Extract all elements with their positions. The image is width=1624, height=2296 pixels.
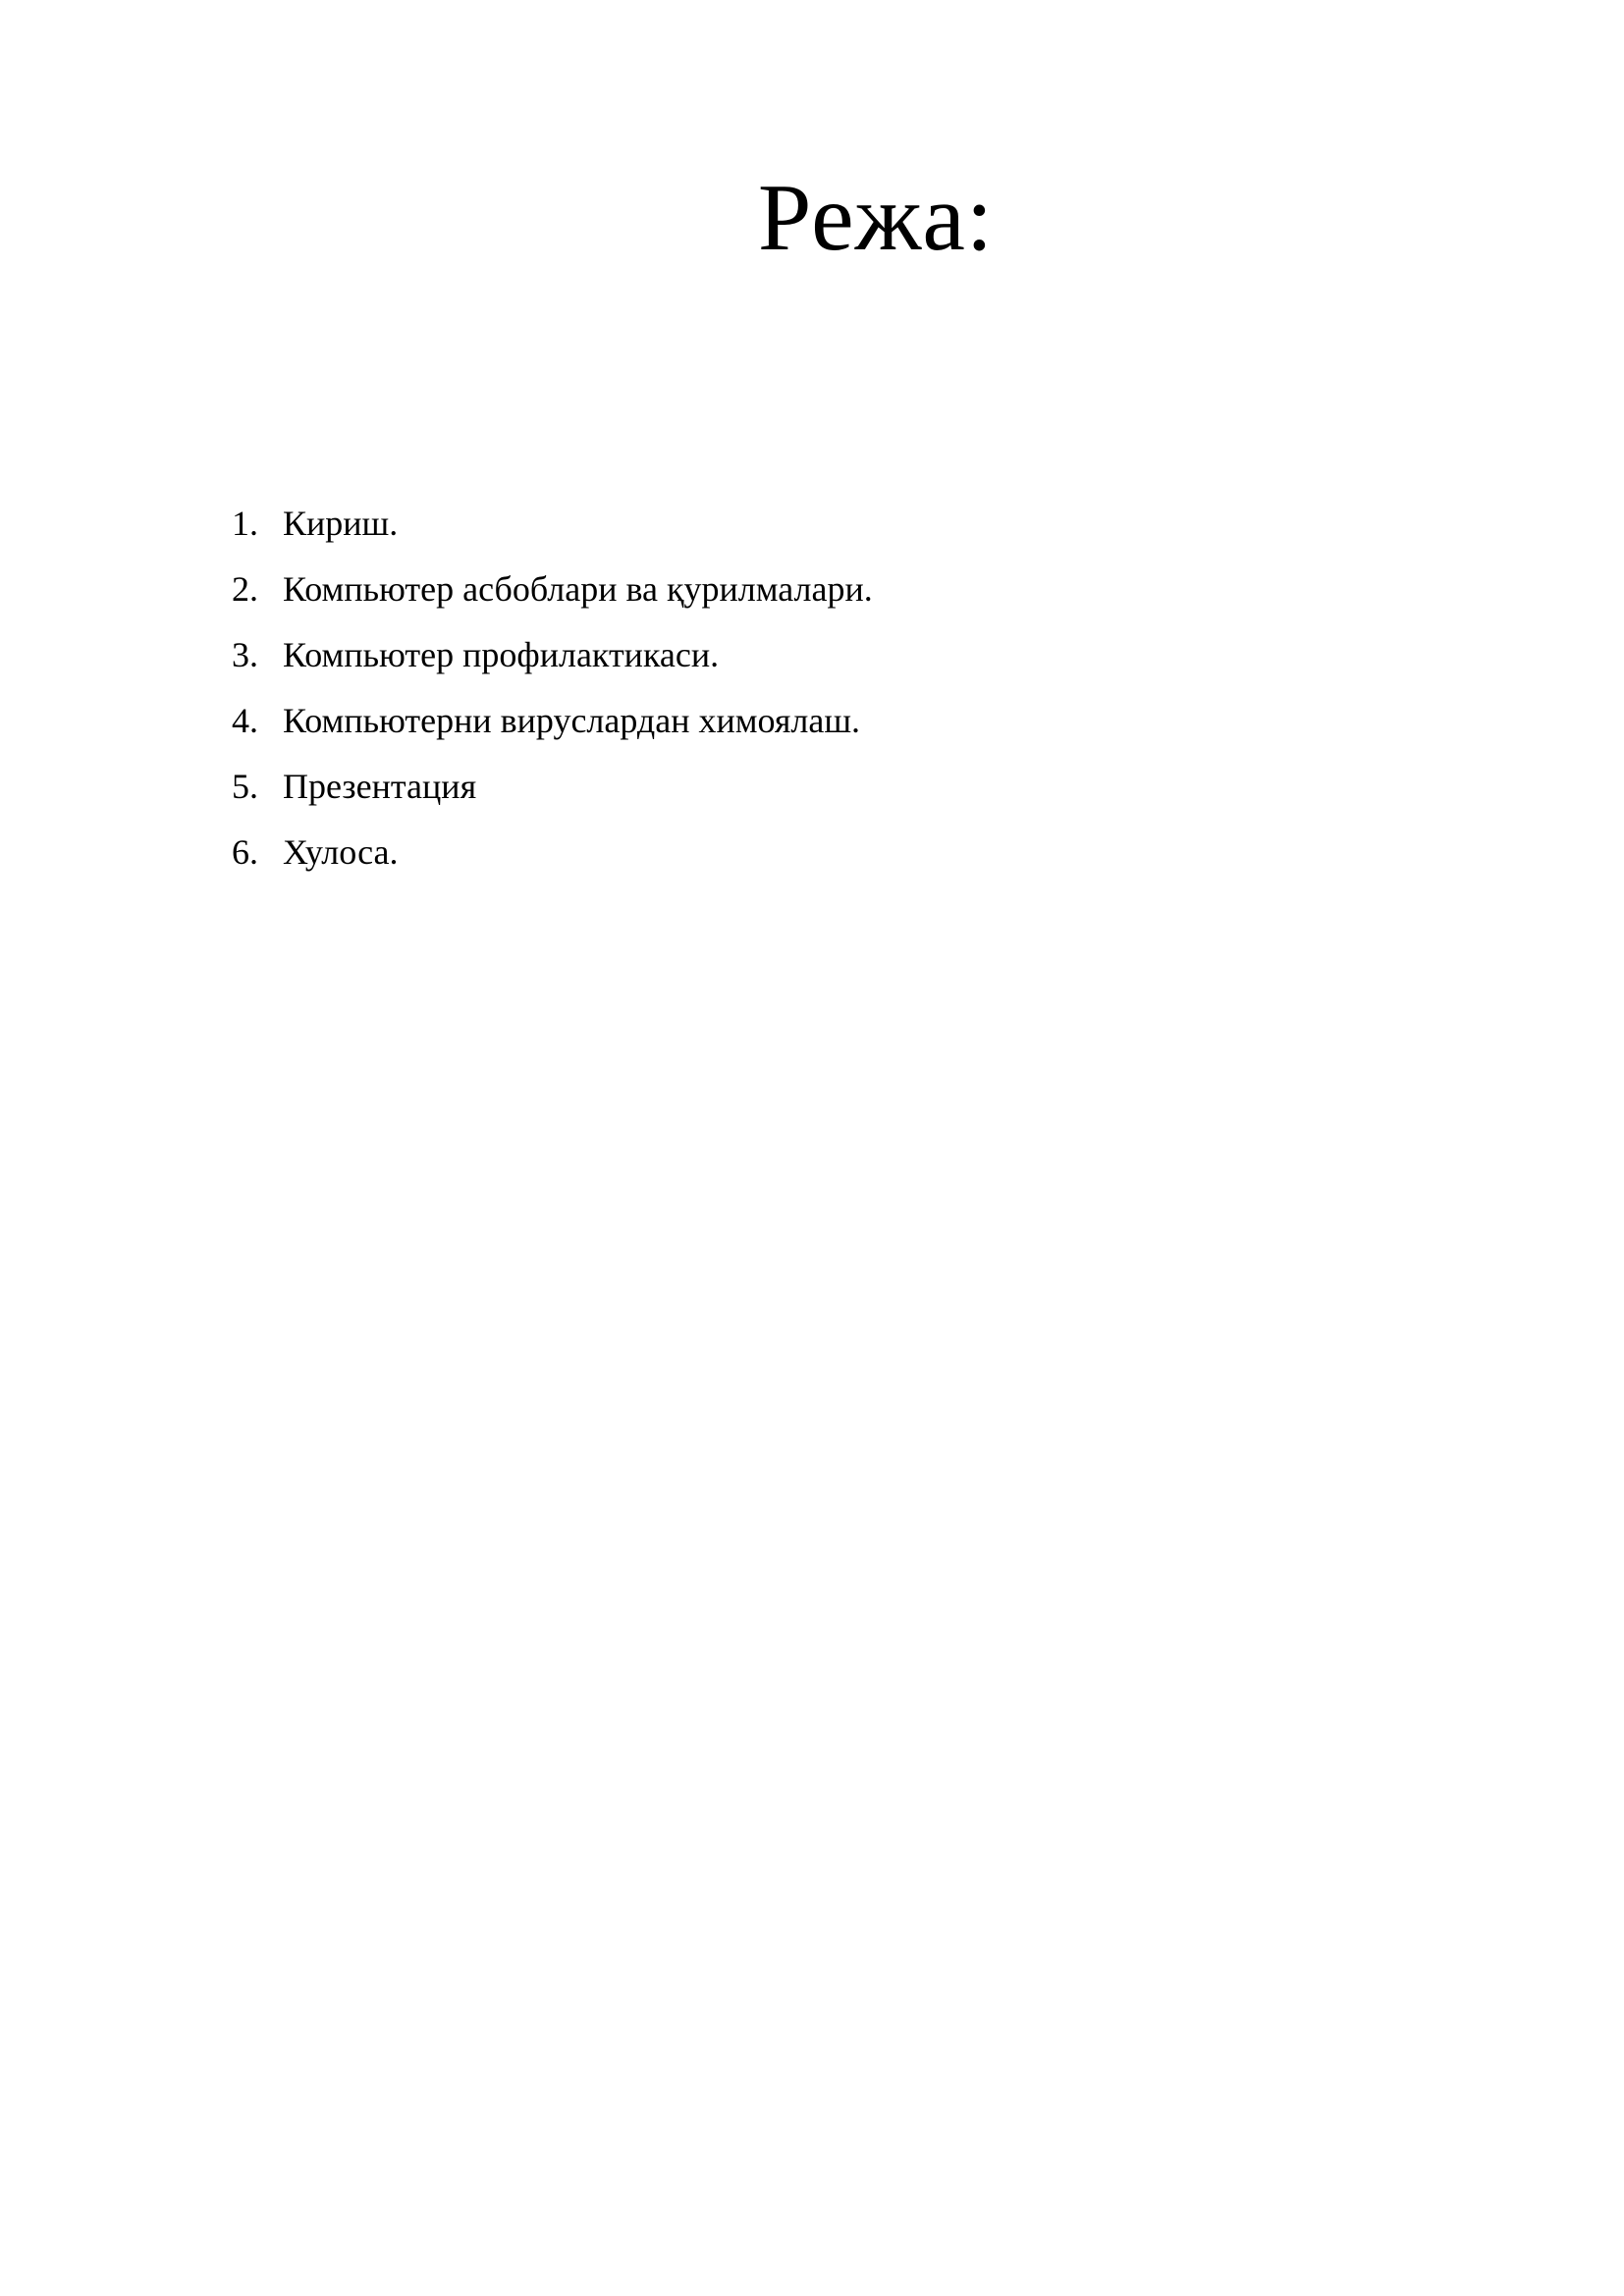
list-item	[232, 754, 873, 820]
list-item-number: 6.	[232, 832, 258, 872]
list-item-number: 5.	[232, 767, 258, 806]
list-item-number: 2.	[232, 569, 258, 609]
list-item-text: Хулоса.	[283, 832, 399, 872]
list-item	[232, 820, 873, 885]
list-item-text: Компьютерни вируслардан химоялаш.	[283, 701, 861, 740]
list-item-number: 3.	[232, 635, 258, 674]
list-item-number: 1.	[232, 504, 258, 543]
list-item-number: 4.	[232, 701, 258, 740]
page-title: Режа:	[757, 165, 995, 271]
list-item	[232, 622, 873, 688]
list-item	[232, 688, 873, 754]
list-item-text: Кириш.	[283, 504, 399, 543]
list-item-text: Компьютер профилактикаси.	[283, 635, 720, 674]
list-item-text: Презентация	[283, 767, 477, 806]
list-item-text: Компьютер асбоблари ва қурилмалари.	[283, 569, 873, 609]
plan-list	[232, 491, 873, 885]
list-item	[232, 557, 873, 622]
list-item	[232, 491, 873, 557]
